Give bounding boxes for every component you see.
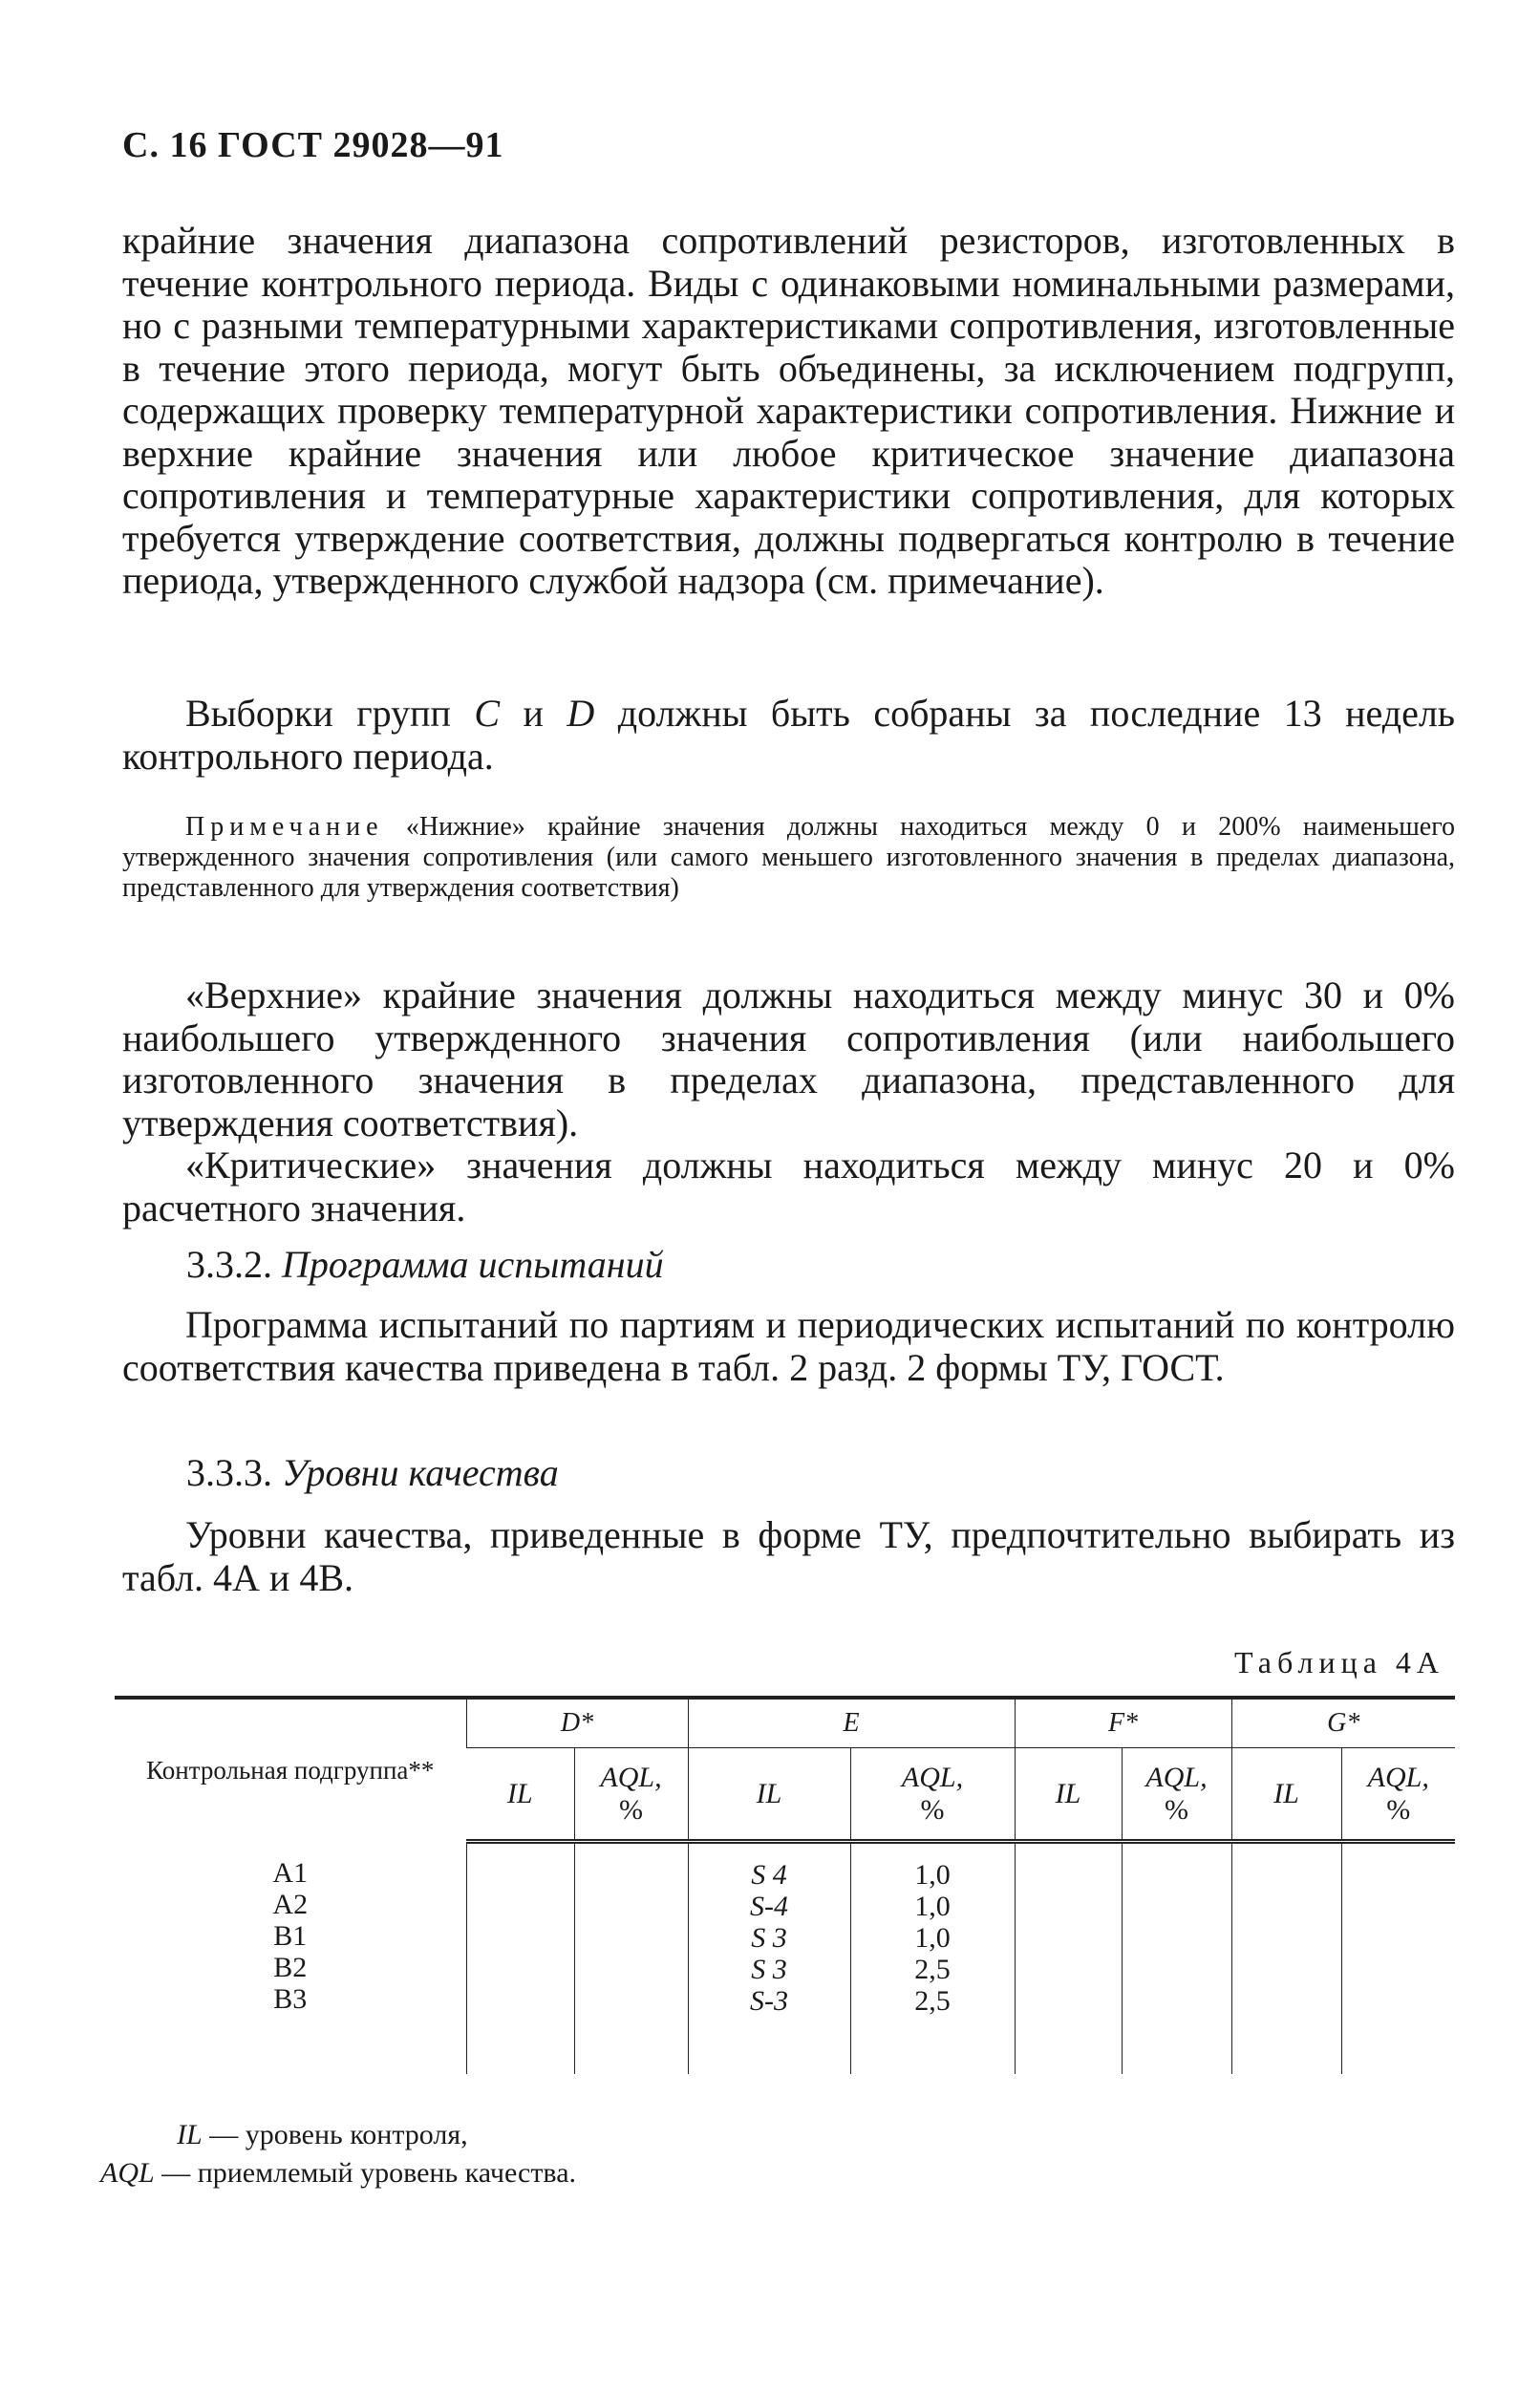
legend-il-abbr: IL — [177, 2119, 203, 2150]
section-number: 3.3.2. — [186, 1243, 272, 1286]
e-il-cell — [688, 1842, 850, 2075]
section-number: 3.3.3. — [186, 1451, 272, 1494]
subgroup-cell — [115, 1842, 466, 2075]
g-aql-cell — [1341, 1842, 1455, 2075]
subgroup-a2: A2 — [272, 1888, 309, 1920]
g-il-header: IL — [1231, 1748, 1341, 1842]
paragraph-5-text: Программа испытаний по партиям и периодических испытаний по контролю соответствия качества приведена в табл. 2 разд. 2 формы ТУ, ГОСТ. — [122, 1303, 1455, 1389]
group-d-header: D* — [466, 1698, 688, 1748]
e-aql-header — [850, 1748, 1015, 1842]
aql-label: AQL, — [1367, 1761, 1429, 1793]
subgroup-b3: B3 — [273, 1982, 308, 2015]
pct-label: % — [920, 1793, 945, 1826]
g-aql-header — [1341, 1748, 1455, 1842]
f-aql-cell — [1122, 1842, 1231, 2075]
paragraph-4-text: «Критические» значения должны находиться между минус 20 и 0% расчетного значения. — [122, 1144, 1455, 1230]
section-heading-3-3-3 — [186, 1450, 559, 1495]
note-label: Примечание — [185, 812, 384, 842]
subgroup-b2: B2 — [273, 1951, 308, 1983]
e-aql-cell — [850, 1842, 1015, 2075]
paragraph-5 — [122, 1304, 1455, 1389]
d-aql-header — [574, 1748, 688, 1842]
legend-il-text: — уровень контроля, — [209, 2119, 468, 2150]
paragraph-2-end: должны быть собраны за последние 13 недель контрольного периода. — [122, 692, 1456, 778]
legend-aql-abbr: AQL — [100, 2157, 155, 2189]
table-row — [115, 1842, 1455, 2075]
legend-aql-text: — приемлемый уровень качества. — [161, 2157, 577, 2189]
aql-label: AQL, — [1145, 1761, 1208, 1793]
e-il-header: IL — [688, 1748, 850, 1842]
paragraph-2 — [122, 693, 1455, 778]
table-caption: Таблица 4А — [1234, 1645, 1444, 1679]
aql-label: AQL, — [901, 1761, 964, 1793]
paragraph-2-and: и — [523, 692, 544, 735]
page-header: С. 16 ГОСТ 29028—91 — [122, 125, 504, 165]
legend-il — [177, 2116, 576, 2154]
paragraph-2-start: Выборки групп — [185, 692, 451, 735]
table-legend — [100, 2116, 577, 2192]
section-heading-3-3-2 — [186, 1242, 664, 1287]
g-il-cell — [1231, 1842, 1341, 2075]
paragraph-3-text: «Верхние» крайние значения должны находиться между минус 30 и 0% наибольшего утвержденного значения сопротивления (или наибольшего изготовленного значения в пределах диапазона, представленного для утверждения соответствия). — [122, 973, 1455, 1144]
note-text: «Нижние» крайние значения должны находиться между 0 и 200% наименьшего утвержденного значения сопротивления (или самого меньшего изготовленного значения в пределах диапазона, представленного для утверждения соответствия) — [122, 812, 1456, 903]
section-title: Уровни качества — [282, 1451, 559, 1494]
legend-aql — [100, 2154, 576, 2192]
d-aql-cell — [574, 1842, 688, 2075]
note-block — [122, 812, 1455, 904]
paragraph-6 — [122, 1514, 1455, 1599]
e-il-value: S-4 — [750, 1891, 788, 1922]
pct-label: % — [1386, 1793, 1411, 1826]
e-il-value: S-3 — [750, 1985, 788, 2017]
subgroup-b1: B1 — [273, 1919, 308, 1952]
e-aql-value: 1,0 — [914, 1922, 951, 1954]
group-g-header: G* — [1231, 1698, 1455, 1748]
f-aql-header — [1122, 1748, 1231, 1842]
subgroup-a1: A1 — [272, 1856, 309, 1889]
group-c-label: C — [474, 692, 501, 735]
paragraph-1 — [122, 220, 1455, 603]
e-aql-value: 2,5 — [914, 1954, 951, 1985]
section-title: Программа испытаний — [282, 1243, 664, 1286]
f-il-header: IL — [1015, 1748, 1122, 1842]
aql-label: AQL, — [600, 1761, 662, 1793]
e-il-value: S 4 — [751, 1859, 787, 1891]
pct-label: % — [619, 1793, 643, 1826]
e-aql-value: 1,0 — [914, 1859, 951, 1891]
paragraph-1-text: крайние значения диапазона сопротивлений резисторов, изготовленных в течение контрольного периода. Виды с одинаковыми номинальными размерами, но с разными температурными характеристиками сопротивления, изготовленные в течение этого периода, могут быть объединены, за исключением подгрупп, содержащих проверку температурной характеристики сопротивления. Нижние и верхние крайние значения или любое критическое значение диапазона сопротивления и температурные характеристики сопротивления, для которых требуется утверждение соответствия, должны подвергаться контролю в течение периода, утвержденного службой надзора (см. примечание). — [122, 219, 1455, 602]
row-header: Контрольная подгруппа** — [115, 1698, 466, 1842]
group-f-header: F* — [1015, 1698, 1231, 1748]
d-il-cell — [466, 1842, 574, 2075]
f-il-cell — [1015, 1842, 1122, 2075]
group-e-header: E — [688, 1698, 1015, 1748]
e-il-value: S 3 — [751, 1954, 787, 1985]
quality-levels-table — [115, 1696, 1455, 2074]
pct-label: % — [1165, 1793, 1188, 1826]
e-aql-value: 2,5 — [914, 1985, 951, 2017]
paragraph-3 — [122, 974, 1455, 1144]
group-d-label: D — [567, 692, 595, 735]
paragraph-6-text: Уровни качества, приведенные в форме ТУ, предпочтительно выбирать из табл. 4А и 4В. — [122, 1513, 1455, 1599]
e-il-value: S 3 — [751, 1922, 787, 1954]
d-il-header: IL — [466, 1748, 574, 1842]
e-aql-value: 1,0 — [914, 1891, 951, 1922]
paragraph-4 — [122, 1144, 1455, 1230]
